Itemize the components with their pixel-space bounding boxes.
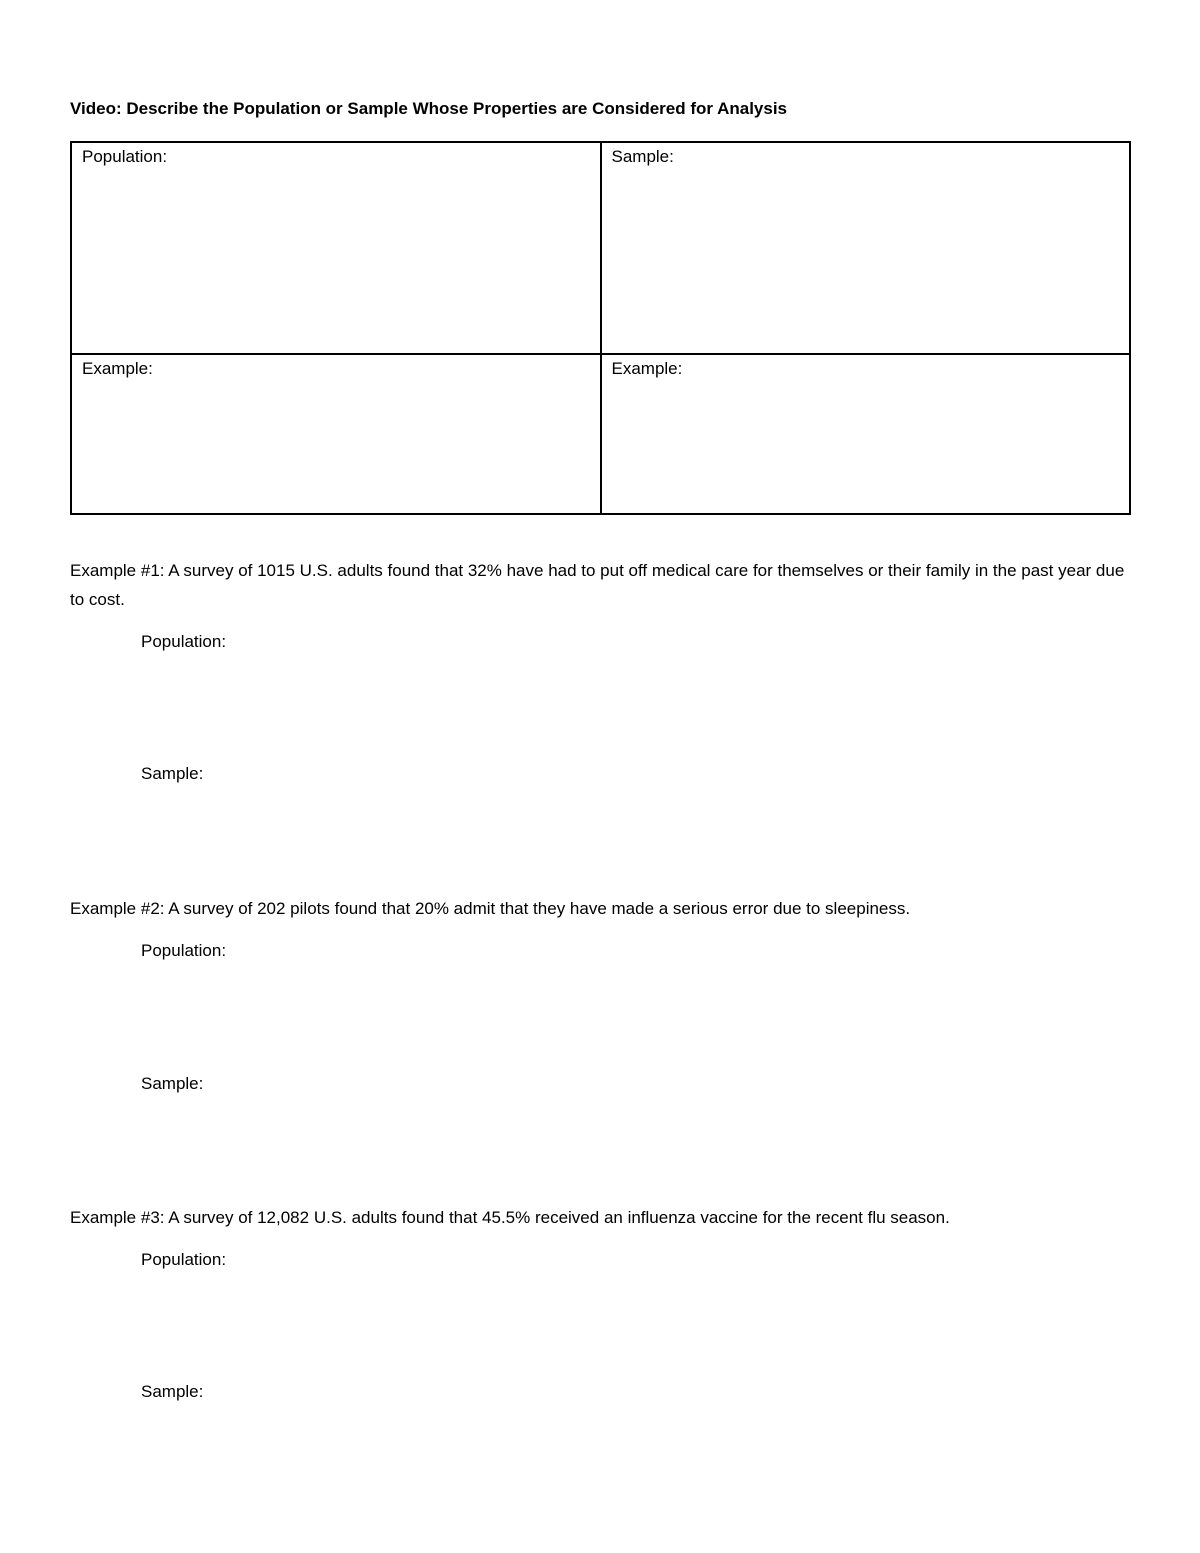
sample-example-cell[interactable]: Example: <box>601 354 1131 514</box>
examples-row <box>71 354 1130 514</box>
population-example-cell[interactable]: Example: <box>71 354 601 514</box>
example-1-text: Example #1: A survey of 1015 U.S. adults found that 32% have had to put off medical care for themselves or their family in the past year due to cost. <box>70 561 1125 609</box>
example-3-population-label: Population: <box>141 1250 227 1269</box>
example-1-population-label: Population: <box>141 632 227 651</box>
example-3-text: Example #3: A survey of 12,082 U.S. adults found that 45.5% received an influenza vaccine for the recent flu season. <box>70 1208 950 1227</box>
example-1-sample-label: Sample: <box>141 764 204 783</box>
example-3-sample-label: Sample: <box>141 1382 204 1401</box>
population-definition-cell[interactable]: Population: <box>71 142 601 354</box>
definitions-table <box>70 141 1131 515</box>
example-2-text: Example #2: A survey of 202 pilots found that 20% admit that they have made a serious error due to sleepiness. <box>70 899 911 918</box>
page-title: Video: Describe the Population or Sample Whose Properties are Considered for Analysis <box>70 99 788 118</box>
example-2-population-label: Population: <box>141 941 227 960</box>
sample-definition-cell[interactable]: Sample: <box>601 142 1131 354</box>
example-2-sample-label: Sample: <box>141 1074 204 1093</box>
definitions-row <box>71 142 1130 354</box>
